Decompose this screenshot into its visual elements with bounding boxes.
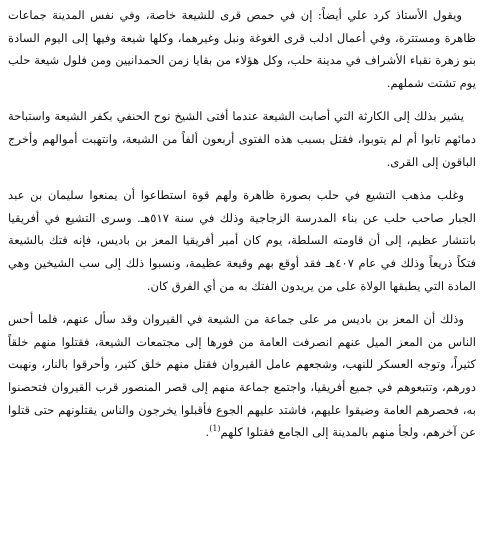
paragraph-qayrawan xyxy=(8,308,476,444)
paragraph-kurd-ali-quote: ويقول الأستاذ كرد علي أيضاً: إن في حمص قرى للشيعة خاصة، وفي نفس المدينة جماعات ظاهرة ومستترة، وفي أعمال ادلب قرى الغوغة ونبل وغيرهما، وكلها شيعة وفيها إلى اليوم السادة بنو زهرة نقباء الأشراف في مدينة حلب، وكل هؤلاء من بقايا زمن الحمدانيين ومن فلول شيعة حلب يوم تشتت شملهم. xyxy=(8,8,476,90)
paragraph-qayrawan-text: وذلك أن المعز بن باديس مر على جماعة من الشيعة في القيروان وقد سأل عنهم، فلما أحس الناس من المعز الميل عنهم انصرفت العامة من فورها إلى مجتمعات الشيعة، فقتلوا منهم خلقاً كثيراً، وتوجه العسكر للنهب، وشجعهم عامل القيروان فقتل منهم خلق كثير، وأحرقوا بالنار، ونهبت دورهم، وتتبعوهم في جميع أفريقيا، واجتمع جماعة منهم إلى قصر المنصور قرب القيروان فتحصنوا به، فحصرهم العامة وضيقوا عليهم، فاشتد عليهم الجوع فأقبلوا يخرجون والناس يقتلونهم حتى قتلوا عن آخرهم، ولجأ منهم بالمدينة إلى الجامع فقتلوا كلهم xyxy=(8,312,476,440)
paragraph-nuh-fatwa: يشير بذلك إلى الكارثة التي أصابت الشيعة عندما أفتى الشيخ نوح الحنفي بكفر الشيعة واستباحة دمائهم تابوا أم لم يتوبوا، فقتل بسبب هذه الفتوى أربعون ألفاً من الشيعة، وانتهبت أموالهم وأخرج الباقون إلى القرى. xyxy=(8,109,476,169)
footnote-reference[interactable]: (1) xyxy=(209,424,221,434)
paragraph-aleppo-africa: وغلب مذهب التشيع في حلب بصورة ظاهرة ولهم قوة استطاعوا أن يمنعوا سليمان بن عبد الجبار صاحب حلب عن بناء المدرسة الزجاجية وذلك في سنة ٥١٧هـ. وسرى التشيع في أفريقيا بانتشار عظيم، إلى أن قاومته السلطة، يوم كان أمير أفريقيا المعز بن باديس، فإنه فتك بالشيعة فتكاً ذريعاً وذلك في عام ٤٠٧هـ فقد أوقع بهم وقيعة عظيمة، ونسبوا ذلك إلى سب الشيخين وهي المادة التي يطبقها الولاة على من يريدون الفتك به من أي الفرق كان. xyxy=(8,188,476,293)
paragraph-end-mark: . xyxy=(205,425,210,440)
document-page xyxy=(8,4,476,536)
